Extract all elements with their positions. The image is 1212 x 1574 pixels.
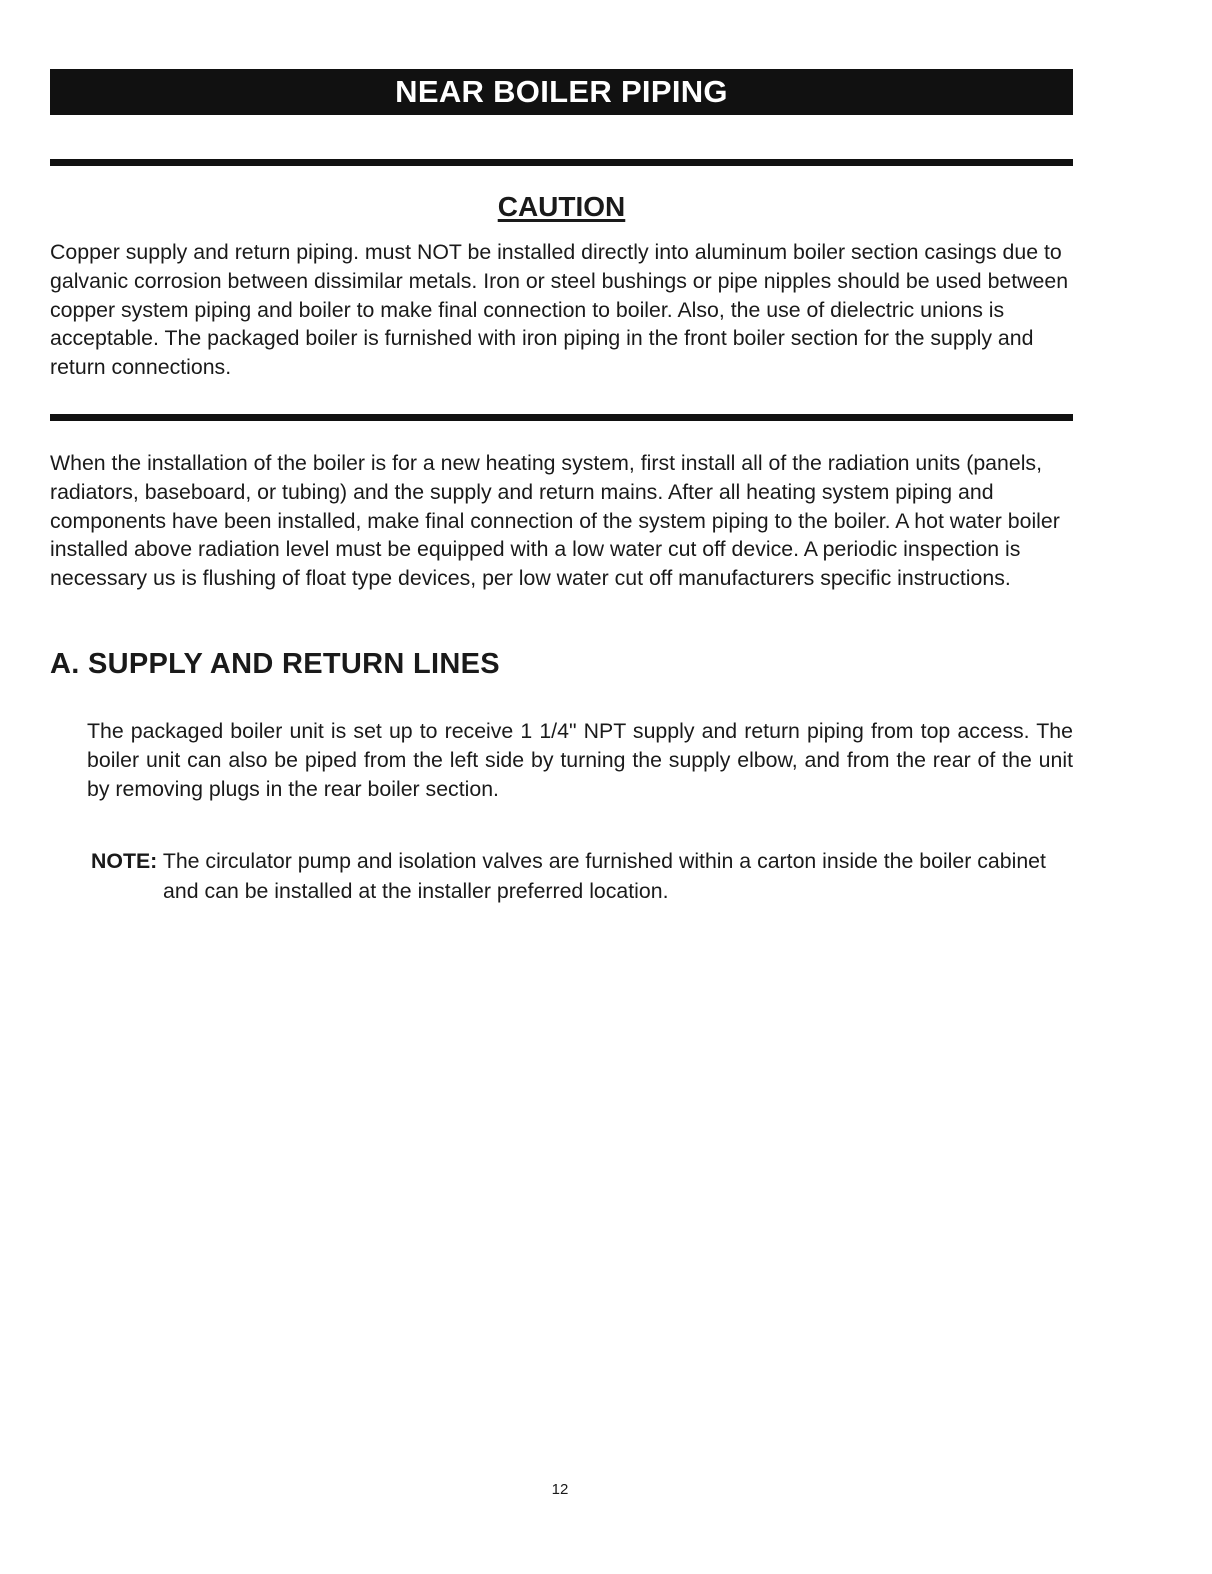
note-text: The circulator pump and isolation valves are furnished within a carton inside the boiler cabinet and can be installed at the installer preferred location. (162, 849, 1046, 903)
intro-paragraph: When the installation of the boiler is for a new heating system, first install all of the radiation units (panels, radiators, baseboard, or tubing) and the supply and return mains. After all heating system piping and components have been installed, make final connection of the system piping to the boiler. A hot water boiler installed above radiation level must be equipped with a low water cut off device. A periodic inspection is necessary us is flushing of float type devices, per low water cut off manufacturers specific instructions. (50, 451, 1060, 591)
caution-bottom-rule (50, 414, 1073, 421)
note-label: NOTE: (91, 849, 158, 873)
caution-text: Copper supply and return piping. must NOT be installed directly into aluminum boiler section casings due to galvanic corrosion between dissimilar metals. Iron or steel bushings or pipe nipples should be used between copper system piping and boiler to make final connection to boiler. Also, the use of dielectric unions is acceptable. The packaged boiler is furnished with iron piping in the front boiler section for the supply and return connections. (50, 240, 1069, 380)
page-number: 12 (551, 1481, 569, 1498)
supply-return-paragraph: The packaged boiler unit is set up to receive 1 1/4" NPT supply and return piping from top access. The boiler unit can also be piped from the left side by turning the supply elbow, and from the rear of the unit by removing plugs in the rear boiler section. (87, 719, 1073, 801)
section-heading-supply-return: A. SUPPLY AND RETURN LINES (50, 648, 500, 680)
note-paragraph (91, 847, 1081, 906)
page-title: NEAR BOILER PIPING (50, 69, 1073, 115)
caution-top-rule (50, 159, 1073, 166)
caution-heading: CAUTION (497, 191, 626, 222)
